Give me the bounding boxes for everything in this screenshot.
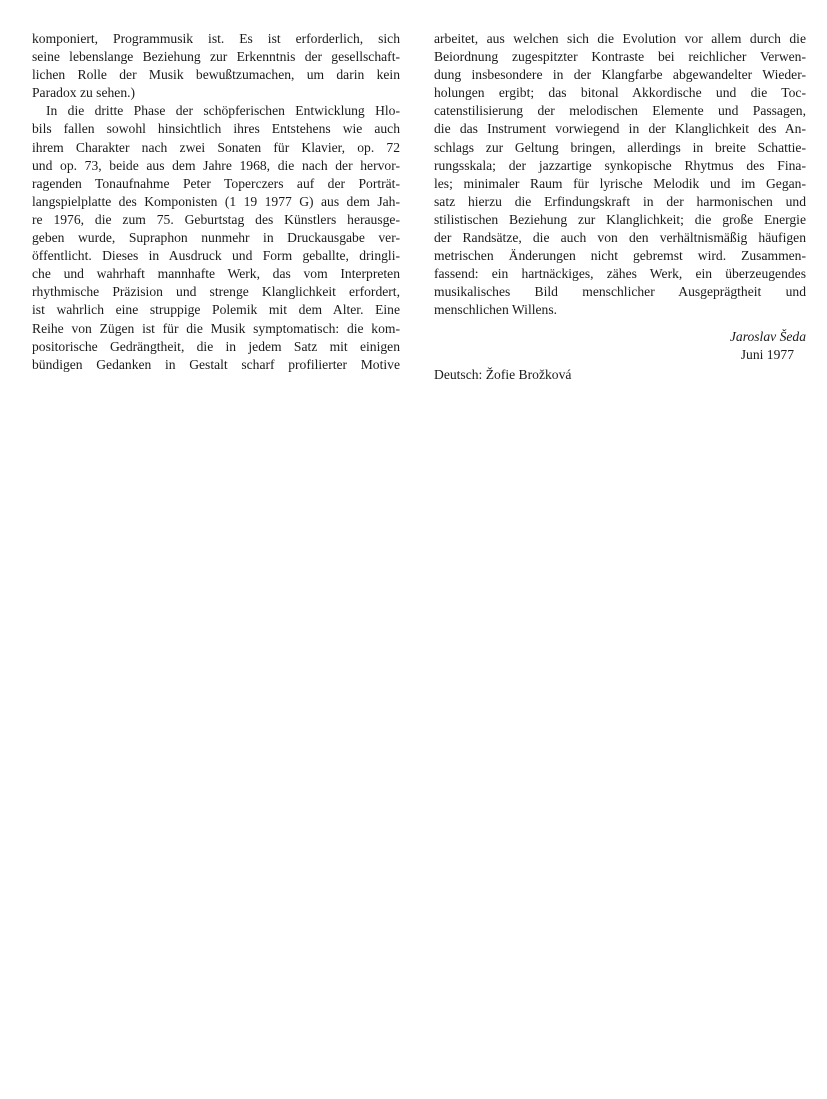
text-line: fassend: ein hartnäckiges, zähes Werk, ein überzeugendes [434,266,806,282]
text-line: seine lebenslange Beziehung zur Erkenntnis der gesellschaft- [32,49,400,65]
text-line: der Randsätze, die auch von den verhältnismäßig häufigen [434,230,806,246]
text-line: re 1976, die zum 75. Geburtstag des Künstlers herausge- [32,211,400,227]
text-line: bils fallen sowohl hinsichtlich ihres Entstehens wie auch [32,121,400,137]
text-line: langspielplatte des Komponisten (1 19 1977 G) aus dem Jah- [32,193,400,209]
text-line: arbeitet, aus welchen sich die Evolution vor allem durch die [434,31,806,46]
text-line: musikalisches Bild menschlicher Ausgeprägtheit und [434,284,806,300]
text-line: ist wahrlich eine struppige Polemik mit dem Alter. Eine [32,302,400,318]
author-name: Jaroslav Šeda [729,329,806,344]
text-line: öffentlicht. Dieses in Ausdruck und Form geballte, dringli- [32,248,400,264]
text-line: rungsskala; der jazzartige synkopische Rhytmus des Fina- [434,157,806,173]
left-text-column [32,30,400,374]
text-line: bündigen Gedanken in Gestalt scharf profilierter Motive [32,356,400,372]
text-line: stilistischen Beziehung zur Klanglichkeit; die große Energie [434,211,806,227]
text-line: menschlichen Willens. [434,302,558,318]
text-line: ragenden Tonaufnahme Peter Toperczers auf der Porträt- [32,175,400,191]
text-line: schlags zur Geltung bringen, allerdings in breite Schattie- [434,139,806,155]
text-line: dung insbesondere in der Klangfarbe abgewandelter Wieder- [434,67,806,83]
text-line: die das Instrument vorwiegend in der Klanglichkeit des An- [434,121,806,137]
text-line: holungen ergibt; das bitonal Akkordische und die Toc- [434,85,806,101]
text-line: rhythmische Präzision und strenge Klanglichkeit erfordert, [32,284,400,300]
right-text-column [434,30,806,320]
text-line: Paradox zu sehen.) [32,85,136,101]
text-line: lichen Rolle der Musik bewußtzumachen, um darin kein [32,67,400,83]
text-line: satz hierzu die Erfindungskraft in der harmonischen und [434,193,806,209]
text-line: komponiert, Programmusik ist. Es ist erforderlich, sich [32,31,400,46]
text-line: geben wurde, Supraphon nunmehr in Druckausgabe ver- [32,230,400,246]
text-line: catenstilisierung der melodischen Elemente und Passagen, [434,103,806,119]
text-line: Beiordnung zugespitzter Kontraste bei reichlicher Verwen- [434,49,806,65]
text-line: und op. 73, beide aus dem Jahre 1968, die nach der hervor- [32,157,400,173]
text-line: ihrem Charakter nach zwei Sonaten für Klavier, op. 72 [32,139,400,155]
text-line: metrischen Änderungen nicht gebremst wird. Zusammen- [434,248,806,264]
text-line: che und wahrhaft mannhafte Werk, das vom Interpreten [32,266,400,282]
text-line: positorische Gedrängtheit, die in jedem Satz mit einigen [32,338,400,354]
text-line: Reihe von Zügen ist für die Musik symptomatisch: die kom- [32,320,400,336]
translator-credit: Deutsch: Žofie Brožková [434,367,572,382]
author-date: Juni 1977 [740,347,794,363]
text-line: les; minimaler Raum für lyrische Melodik und im Gegan- [434,175,806,191]
signature-block [434,328,806,364]
text-line: In die dritte Phase der schöpferischen Entwicklung Hlo- [46,103,400,119]
